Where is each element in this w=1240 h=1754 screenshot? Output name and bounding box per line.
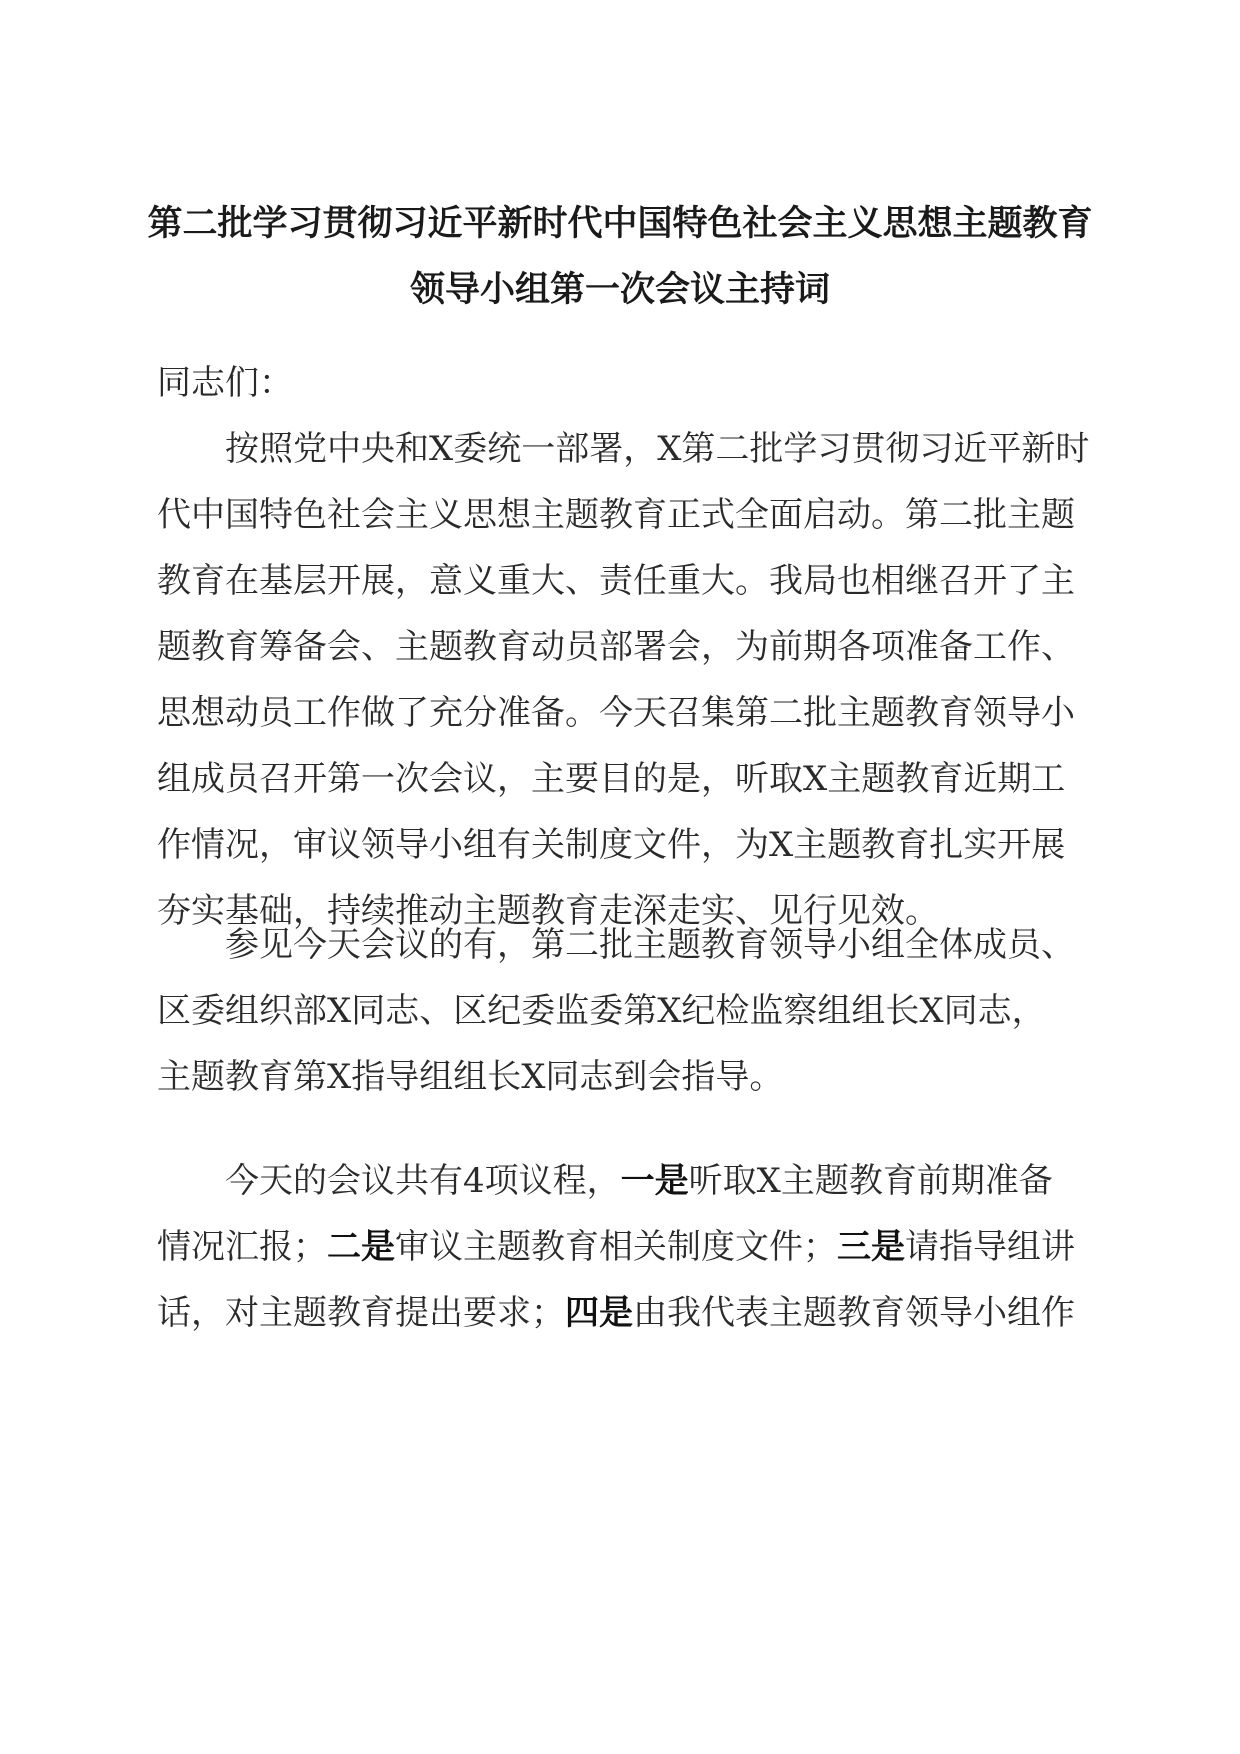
- paragraph-line: [157, 1280, 1087, 1346]
- paragraph-line: [157, 1148, 1087, 1214]
- text-run: 今天的会议共有4项议程，: [225, 1161, 621, 1201]
- document-title-line-1: 第二批学习贯彻习近平新时代中国特色社会主义思想主题教育: [147, 204, 1093, 244]
- text-run: 情况汇报；: [157, 1227, 327, 1267]
- bold-ordinal: 二是: [327, 1227, 395, 1267]
- text-run: 由我代表主题教育领导小组作: [633, 1293, 1075, 1333]
- paragraph-3: [157, 1148, 1087, 1346]
- text-run: 请指导组讲: [905, 1227, 1075, 1267]
- document-title-line-2: 领导小组第一次会议主持词: [409, 270, 830, 310]
- paragraph-line: 代中国特色社会主义思想主题教育正式全面启动。第二批主题: [157, 495, 1075, 535]
- salutation-block: [157, 350, 1087, 416]
- text-run: 审议主题教育相关制度文件；: [395, 1227, 837, 1267]
- paragraph-line: 思想动员工作做了充分准备。今天召集第二批主题教育领导小: [157, 693, 1075, 733]
- paragraph-line: 区委组织部X同志、区纪委监委第X纪检监察组组长X同志，: [157, 991, 1046, 1031]
- paragraph-line: 题教育筹备会、主题教育动员部署会，为前期各项准备工作、: [157, 627, 1075, 667]
- paragraph-line: 组成员召开第一次会议，主要目的是，听取X主题教育近期工: [157, 759, 1066, 799]
- paragraph-line: 按照党中央和X委统一部署，X第二批学习贯彻习近平新时: [225, 429, 1090, 469]
- paragraph-line: 夯实基础，持续推动主题教育走深走实、见行见效。: [157, 891, 939, 931]
- paragraph-line: 主题教育第X指导组组长X同志到会指导。: [157, 1057, 784, 1097]
- bold-ordinal: 一是: [620, 1161, 689, 1201]
- text-run: 话，对主题教育提出要求；: [157, 1293, 565, 1333]
- paragraph-1: [157, 416, 1090, 944]
- salutation: 同志们：: [157, 363, 293, 403]
- paragraph-line: 参见今天会议的有，第二批主题教育领导小组全体成员、: [225, 925, 1075, 965]
- paragraph-2: [157, 912, 1087, 1110]
- bold-ordinal: 四是: [565, 1293, 633, 1333]
- paragraph-line: 作情况，审议领导小组有关制度文件，为X主题教育扎实开展: [157, 825, 1066, 865]
- text-run: 听取X主题教育前期准备: [688, 1161, 1053, 1201]
- paragraph-line: 教育在基层开展，意义重大、责任重大。我局也相继召开了主: [157, 561, 1075, 601]
- bold-ordinal: 三是: [837, 1227, 905, 1267]
- paragraph-line: [157, 1214, 1087, 1280]
